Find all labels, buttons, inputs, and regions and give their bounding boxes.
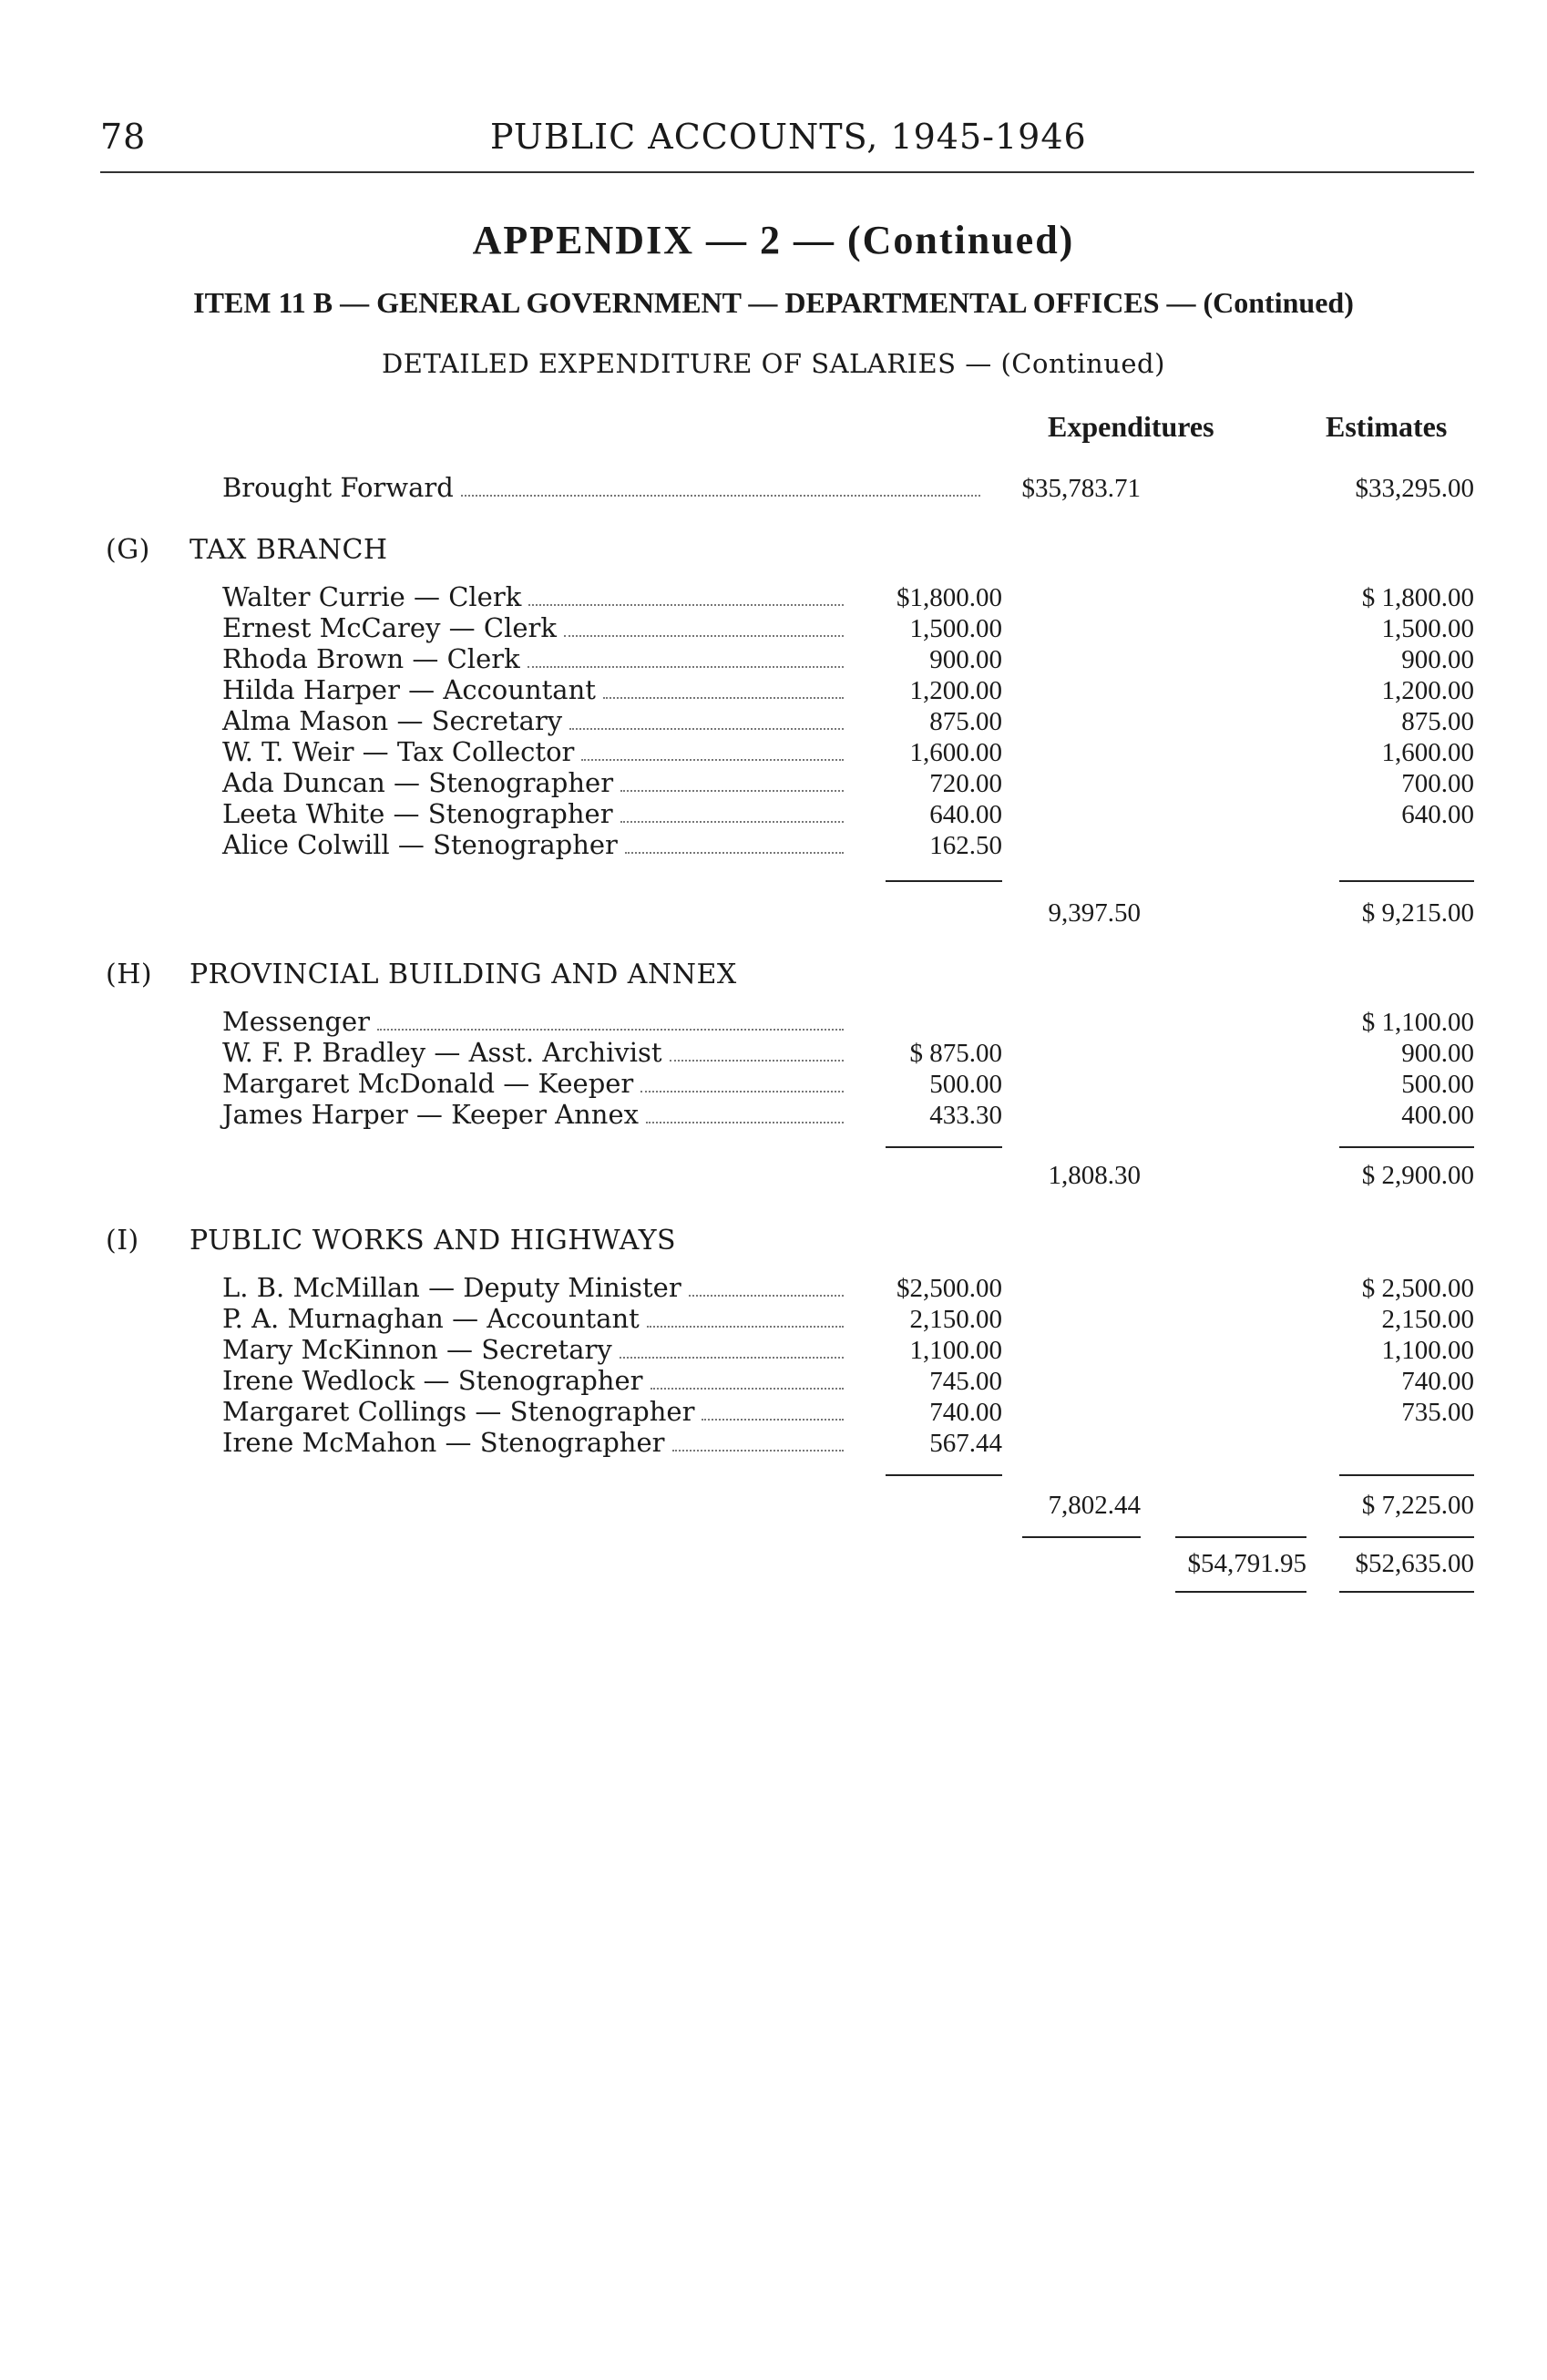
row-amount: 433.30 — [929, 1101, 1002, 1130]
subtotal-rule — [1339, 1146, 1474, 1148]
employee-name: Ada Duncan — Stenographer — [222, 767, 614, 798]
leader-dots — [581, 739, 844, 761]
row-estimate: 875.00 — [1401, 707, 1474, 736]
brought-forward-row — [222, 472, 988, 503]
table-row — [222, 1068, 851, 1099]
subtotal-rule — [886, 1474, 1002, 1476]
row-estimate: 735.00 — [1401, 1398, 1474, 1427]
leader-dots — [461, 475, 980, 497]
row-estimate: $ 2,500.00 — [1361, 1274, 1474, 1303]
section-letter: (H) — [106, 959, 153, 990]
table-row — [222, 612, 851, 643]
table-row — [222, 767, 851, 798]
detail-title: DETAILED EXPENDITURE OF SALARIES — (Continued) — [382, 348, 1165, 379]
row-amount: $1,800.00 — [896, 583, 1002, 612]
employee-name: Ernest McCarey — Clerk — [222, 612, 557, 643]
row-estimate: 500.00 — [1401, 1070, 1474, 1099]
section-total-expenditures: 7,802.44 — [1048, 1491, 1141, 1520]
leader-dots — [620, 770, 844, 792]
subtotal-rule — [1339, 1474, 1474, 1476]
row-estimate: 1,200.00 — [1381, 676, 1474, 705]
leader-dots — [647, 1306, 844, 1328]
leader-dots — [528, 646, 844, 668]
leader-dots — [569, 708, 844, 730]
row-amount: 720.00 — [929, 769, 1002, 798]
row-amount: 1,500.00 — [909, 614, 1002, 643]
employee-name: Mary McKinnon — Secretary — [222, 1334, 612, 1365]
leader-dots — [640, 1071, 844, 1093]
employee-name: Hilda Harper — Accountant — [222, 674, 596, 705]
row-estimate: 1,600.00 — [1381, 738, 1474, 767]
section-letter: (I) — [106, 1225, 139, 1257]
section-title: PUBLIC WORKS AND HIGHWAYS — [190, 1225, 677, 1257]
row-amount: $2,500.00 — [896, 1274, 1002, 1303]
leader-dots — [620, 801, 844, 823]
section-total-estimates: $ 9,215.00 — [1361, 898, 1474, 928]
row-amount: 2,150.00 — [909, 1305, 1002, 1334]
row-estimate: 640.00 — [1401, 800, 1474, 829]
row-estimate: $ 1,100.00 — [1361, 1008, 1474, 1037]
section-total-expenditures: 1,808.30 — [1048, 1161, 1141, 1190]
leader-dots — [564, 615, 844, 637]
grand-total-expenditures: $54,791.95 — [1187, 1549, 1306, 1578]
employee-name: W. T. Weir — Tax Collector — [222, 736, 575, 767]
table-row — [222, 705, 851, 736]
row-estimate: 740.00 — [1401, 1367, 1474, 1396]
table-row — [222, 581, 851, 612]
page-header-title: PUBLIC ACCOUNTS, 1945-1946 — [490, 117, 1087, 157]
section-total-expenditures: 9,397.50 — [1048, 898, 1141, 928]
leader-dots — [603, 677, 844, 699]
employee-name: Alice Colwill — Stenographer — [222, 829, 618, 860]
subtotal-rule — [886, 880, 1002, 882]
table-row — [222, 1099, 851, 1130]
employee-name: Margaret Collings — Stenographer — [222, 1396, 695, 1427]
leader-dots — [620, 1337, 844, 1359]
row-amount: 745.00 — [929, 1367, 1002, 1396]
double-rule — [1339, 1591, 1474, 1593]
appendix-title: APPENDIX — 2 — (Continued) — [472, 218, 1075, 262]
section-letter: (G) — [106, 534, 150, 566]
leader-dots — [646, 1102, 844, 1123]
leader-dots — [651, 1368, 845, 1390]
employee-name: W. F. P. Bradley — Asst. Archivist — [222, 1037, 662, 1068]
employee-name: Margaret McDonald — Keeper — [222, 1068, 634, 1099]
leader-dots — [528, 584, 844, 606]
table-row — [222, 1427, 851, 1458]
table-row — [222, 736, 851, 767]
employee-name: P. A. Murnaghan — Accountant — [222, 1303, 640, 1334]
table-row — [222, 1037, 851, 1068]
employee-name: Rhoda Brown — Clerk — [222, 643, 520, 674]
employee-name: Alma Mason — Secretary — [222, 705, 563, 736]
section-title: TAX BRANCH — [190, 534, 388, 566]
employee-name: Irene Wedlock — Stenographer — [222, 1365, 643, 1396]
double-rule — [1175, 1591, 1306, 1593]
employee-name: James Harper — Keeper Annex — [222, 1099, 639, 1130]
subtotal-rule — [886, 1146, 1002, 1148]
section-total-estimates: $ 2,900.00 — [1361, 1161, 1474, 1190]
row-amount: 640.00 — [929, 800, 1002, 829]
section-total-estimates: $ 7,225.00 — [1361, 1491, 1474, 1520]
employee-name: L. B. McMillan — Deputy Minister — [222, 1272, 681, 1303]
row-amount: 900.00 — [929, 645, 1002, 674]
table-row — [222, 1334, 851, 1365]
row-amount: 875.00 — [929, 707, 1002, 736]
page-number: 78 — [100, 117, 147, 157]
employee-name: Messenger — [222, 1006, 371, 1037]
table-row — [222, 1365, 851, 1396]
leader-dots — [672, 1430, 844, 1452]
table-row — [222, 829, 851, 860]
subtotal-rule — [1339, 880, 1474, 882]
brought-forward-estimates: $33,295.00 — [1355, 474, 1474, 503]
table-row — [222, 674, 851, 705]
row-amount: 1,100.00 — [909, 1336, 1002, 1365]
row-estimate: 1,100.00 — [1381, 1336, 1474, 1365]
section-title: PROVINCIAL BUILDING AND ANNEX — [190, 959, 737, 990]
header-rule — [100, 171, 1474, 173]
row-amount: 567.44 — [929, 1429, 1002, 1458]
leader-dots — [625, 832, 844, 854]
row-estimate: 900.00 — [1401, 645, 1474, 674]
table-row — [222, 643, 851, 674]
table-row — [222, 798, 851, 829]
row-estimate: $ 1,800.00 — [1361, 583, 1474, 612]
row-estimate: 900.00 — [1401, 1039, 1474, 1068]
employee-name: Irene McMahon — Stenographer — [222, 1427, 665, 1458]
row-amount: 740.00 — [929, 1398, 1002, 1427]
row-amount: 1,600.00 — [909, 738, 1002, 767]
employee-name: Leeta White — Stenographer — [222, 798, 613, 829]
table-row — [222, 1303, 851, 1334]
leader-dots — [377, 1009, 844, 1031]
table-row — [222, 1006, 851, 1037]
col-header-estimates: Estimates — [1326, 410, 1448, 443]
total-rule — [1339, 1536, 1474, 1538]
total-rule — [1175, 1536, 1306, 1538]
brought-forward-expenditures: $35,783.71 — [1021, 474, 1141, 503]
row-estimate: 400.00 — [1401, 1101, 1474, 1130]
leader-dots — [670, 1040, 844, 1062]
table-row — [222, 1396, 851, 1427]
grand-total-estimates: $52,635.00 — [1355, 1549, 1474, 1578]
row-estimate: 2,150.00 — [1381, 1305, 1474, 1334]
row-estimate: 700.00 — [1401, 769, 1474, 798]
item-title: ITEM 11 B — GENERAL GOVERNMENT — DEPARTMENTAL OFFICES — (Continued) — [193, 286, 1354, 319]
table-row — [222, 1272, 851, 1303]
row-amount: 500.00 — [929, 1070, 1002, 1099]
row-amount: $ 875.00 — [909, 1039, 1002, 1068]
brought-forward-label: Brought Forward — [222, 472, 454, 503]
employee-name: Walter Currie — Clerk — [222, 581, 522, 612]
leader-dots — [702, 1399, 844, 1421]
row-estimate: 1,500.00 — [1381, 614, 1474, 643]
total-rule — [1022, 1536, 1141, 1538]
row-amount: 162.50 — [929, 831, 1002, 860]
row-amount: 1,200.00 — [909, 676, 1002, 705]
col-header-expenditures: Expenditures — [1048, 410, 1214, 443]
leader-dots — [689, 1275, 844, 1297]
